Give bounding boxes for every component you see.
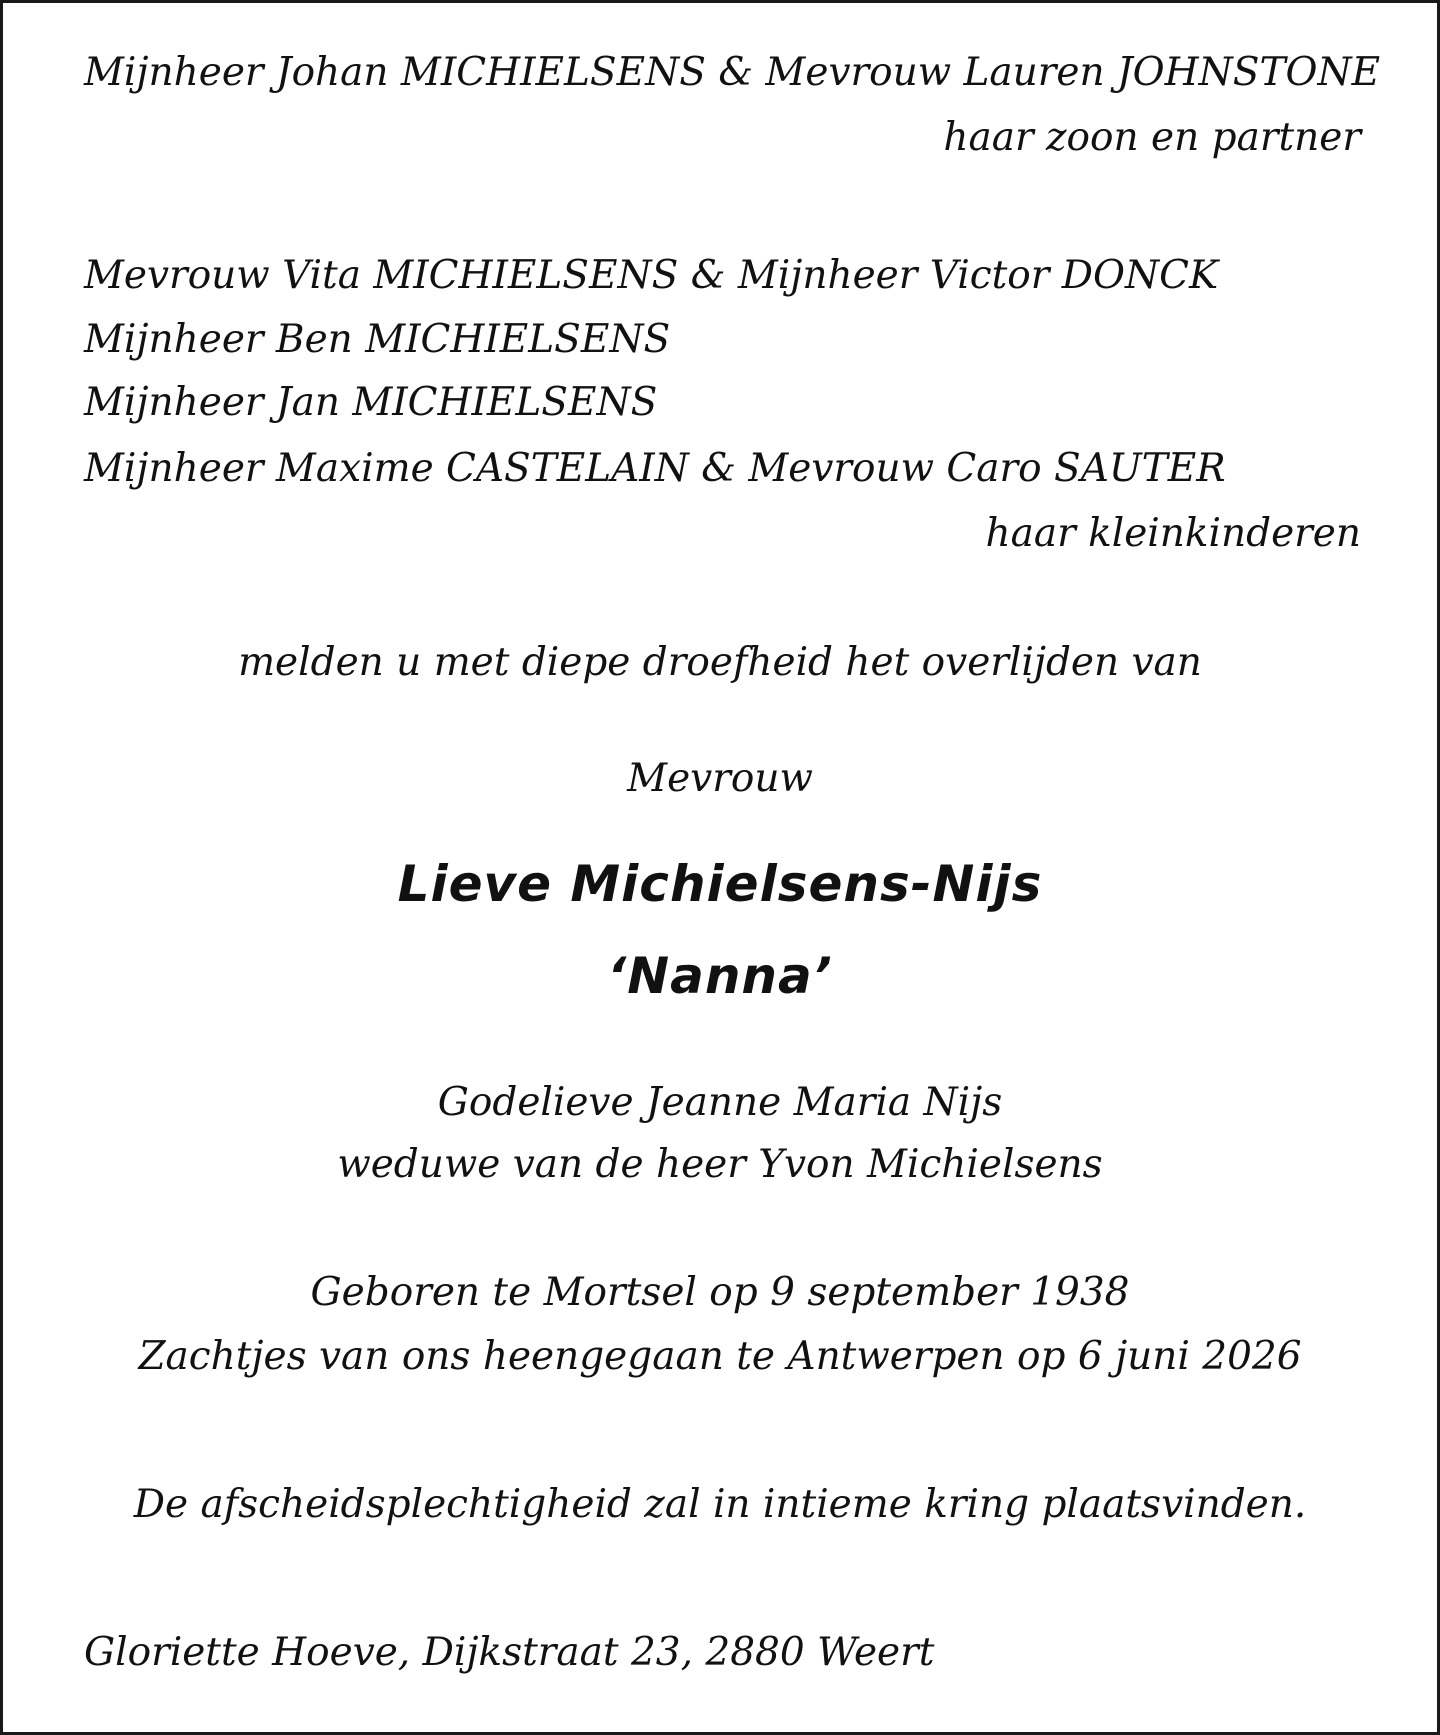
grandchild-line-4: Mijnheer Maxime CASTELAIN & Mevrouw Caro SAUTER <box>84 446 1226 491</box>
death-text: Zachtjes van ons heengegaan te Antwerpen op 6 juni 2026 <box>138 1334 1302 1379</box>
grandchild-line-3: Mijnheer Jan MICHIELSENS <box>84 380 658 425</box>
deceased-title: Mevrouw <box>627 756 813 801</box>
children-names: Mijnheer Johan MICHIELSENS & Mevrouw Lauren JOHNSTONE <box>84 50 1381 95</box>
grandchildren-relation: haar kleinkinderen <box>985 511 1361 556</box>
birth-text: Geboren te Mortsel op 9 september 1938 <box>310 1270 1130 1315</box>
deceased-name: Lieve Michielsens-Nijs <box>397 855 1043 913</box>
deceased-full-name: Godelieve Jeanne Maria Nijs <box>437 1080 1003 1125</box>
grandchild-line-2: Mijnheer Ben MICHIELSENS <box>84 317 671 362</box>
children-relation: haar zoon en partner <box>943 115 1361 160</box>
ceremony-text: De afscheidsplechtigheid zal in intieme kring plaatsvinden. <box>133 1482 1307 1527</box>
widow-of-text: weduwe van de heer Yvon Michielsens <box>337 1142 1103 1187</box>
deceased-nickname: ‘Nanna’ <box>607 947 833 1005</box>
address-text: Gloriette Hoeve, Dijkstraat 23, 2880 Weert <box>84 1630 935 1675</box>
announcement-text: melden u met diepe droefheid het overlijden van <box>238 640 1202 685</box>
grandchild-line-1: Mevrouw Vita MICHIELSENS & Mijnheer Victor DONCK <box>84 253 1219 298</box>
